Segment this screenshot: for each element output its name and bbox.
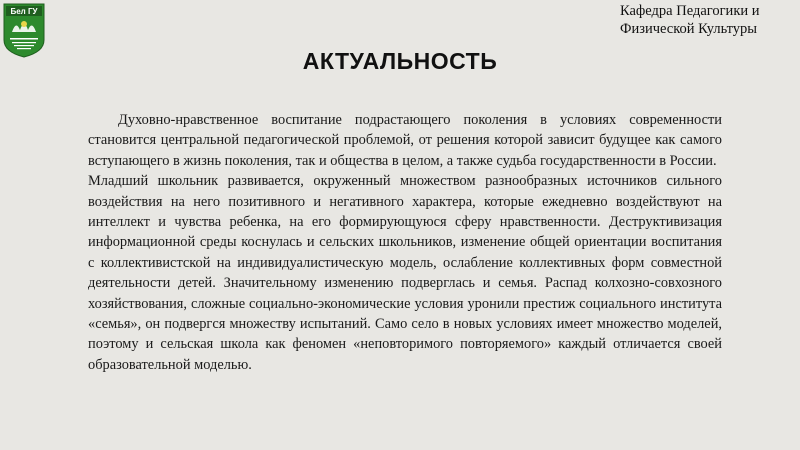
department-line-1: Кафедра Педагогики и	[620, 3, 760, 19]
logo-text: Бел ГУ	[10, 7, 38, 16]
department-line-2: Физической Культуры	[620, 21, 758, 37]
paragraph-1: Духовно-нравственное воспитание подрастающего поколения в условиях современности становится центральной педагогической проблемой, от решения которой зависит будущее как самого вступающего в жизнь поколения, так и общества в целом, а также судьба государственности в России.	[88, 112, 722, 169]
page-title: АКТУАЛЬНОСТЬ	[302, 48, 498, 74]
body-text	[88, 110, 722, 375]
paragraph-2: Младший школьник развивается, окруженный множеством разнообразных источников сильного воздействия на него позитивного и негативного характера, которые ежедневно воздействуют на интеллект и чувства ребенка, на его формирующуюся сферу нравственности. Деструктивизация информационной среды коснулась и сельских школьников, изменение общей ориентации воспитания с коллективистской на индивидуалистическую модель, ослабление коллективных форм совместной деятельности детей. Значительному изменению подверглась и семья. Распад колхозно-совхозного хозяйствования, сложные социально-экономические условия уронили престиж социального института «семья», он подвергся множеству испытаний. Само село в новых условиях имеет множество моделей, поэтому и сельская школа как феномен «неповторимого повторяемого» каждый отличается своей образовательной моделью.	[88, 173, 722, 373]
department-name	[620, 2, 798, 38]
